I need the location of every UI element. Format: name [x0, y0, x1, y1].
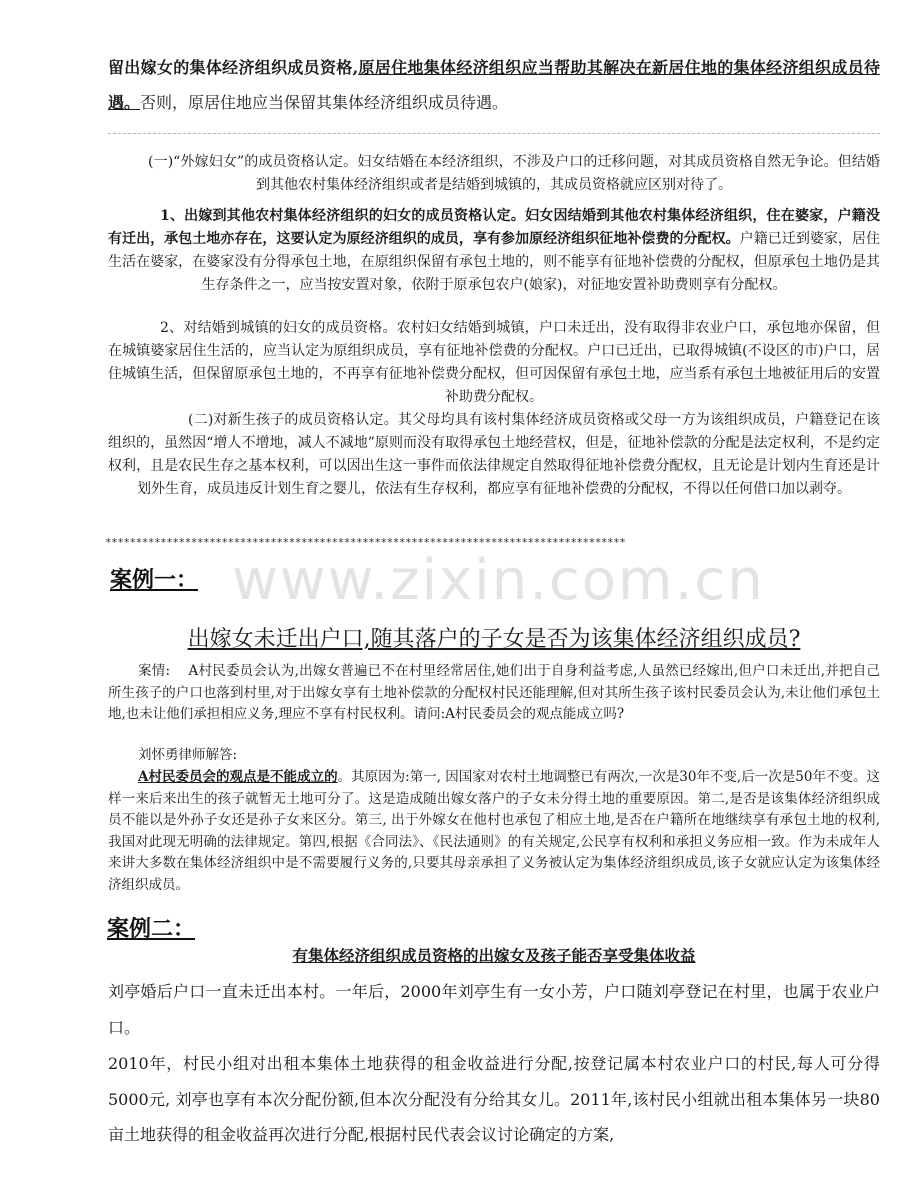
intro-lead: 留出嫁女的集体经济组织成员资格, [108, 58, 359, 77]
case1-label: 案例一： [110, 568, 199, 593]
case2-title: 有集体经济组织成员资格的出嫁女及孩子能否享受集体收益 [292, 947, 696, 965]
case2-paragraph-1: 刘亭婚后户口一直未迁出本村。一年后，2000年刘亭生有一女小芳，户口随刘亭登记在村里，也属于农业户口。 [108, 982, 880, 1037]
watermark-text: www.zixin.com.cn [232, 548, 765, 613]
intro-underlined-text: 原居住地集体经济组织应当帮助其解决在新居住地的集体经济组织成员待遇。 [108, 58, 880, 112]
section1-item1-bold: 1、出嫁到其他农村集体经济组织的妇女的成员资格认定。妇女因结婚到其他农村集体经济组织，住在婆家，户籍没有迁出，承包土地亦存在，这要认定为原经济组织的成员，享有参加原经济组织征地补偿费的分配权。 [108, 208, 880, 247]
section1-item1 [108, 205, 880, 297]
dashed-divider [108, 133, 880, 134]
section1-item1-rest: 户籍已迁到婆家，居住生活在婆家，在婆家没有分得承包土地，在原组织保留有承包土地的，则不能享有征地补偿费的分配权，但原承包土地仍是其生存条件之一，应当按安置对象，依附于原承包农户(娘家)，对征地安置补助费则享有分配权。 [108, 231, 881, 293]
asterisk-divider: ************************************************************************************* [105, 536, 626, 549]
case2-label: 案例二： [107, 917, 196, 942]
intro-paragraph [108, 50, 880, 120]
section2-paragraph: (二)对新生孩子的成员资格认定。其父母均具有该村集体经济成员资格或父母一方为该组织成员，户籍登记在该组织的，虽然因“增人不增地，减人不减地”原则而没有取得承包土地经营权，但是，征地补偿款的分配是法定权利，不是约定权利，且是农民生存之基本权利，可以因出生这一事件而依法律规定自然取得征地补偿费分配权，且无论是计划内生育还是计划外生育，成员违反计划生育之婴儿，依法有生存权利，都应享有征地补偿费的分配权，不得以任何借口加以剥夺。 [108, 412, 880, 497]
section1-heading: (一)“外嫁妇女”的成员资格认定。妇女结婚在本经济组织，不涉及户口的迁移问题，对其成员资格自然无争论。但结婚到其他农村集体经济组织或者是结婚到城镇的，其成员资格就应区别对待了。 [148, 154, 880, 193]
section1-item2: 2、对结婚到城镇的妇女的成员资格。农村妇女结婚到城镇，户口未迁出，没有取得非农业户口，承包地亦保留，但在城镇婆家居住生活的，应当认定为原组织成员，享有征地补偿费的分配权。户口已迁出，已取得城镇(不设区的市)户口，居住城镇生活，但保留原承包土地的，不再享有征地补偿费分配权，但可因保留有承包土地，应当系有承包土地被征用后的安置补助费分配权。 [108, 320, 880, 405]
case2-paragraph-2: 2010年，村民小组对出租本集体土地获得的租金收益进行分配,按登记属本村农业户口的村民,每人可分得5000元, 刘亭也享有本次分配份额,但本次分配没有分给其女儿。2011年,该村民小组就出租本集体另一块80亩土地获得的租金收益再次进行分配,根据村民代表会议讨论确定的方案, [108, 1054, 880, 1144]
case1-title: 出嫁女未迁出户口,随其落户的子女是否为该集体经济组织成员? [187, 627, 801, 652]
case1-lawyer-label: 刘怀勇律师解答: [138, 747, 238, 763]
case1-answer-rest: 。其原因为:第一, 因国家对农村土地调整已有两次,一次是30年不变,后一次是50年不变。这样一来后来出生的孩子就暂无土地可分了。这是造成随出嫁女落户的子女未分得土地的重要原因。第二,是否是该集体经济组织成员不能以是外孙子女还是孙子女来区分。第三, 出于外嫁女在他村也承包了相应土地,是否在户籍所在地继续享有承包土地的权利,我国对此现无明确的法律规定。第四,根据《合同法》、《民法通则》的有关规定,公民享有权利和承担义务应相一致。作为未成年人来讲大多数在集体经济组织中是不需要履行义务的,只要其母亲承担了义务被认定为集体经济组织成员,该子女就应认定为该集体经济组织成员。 [108, 769, 880, 893]
case1-facts: 案情: A村民委员会认为,出嫁女普遍已不在村里经常居住,她们出于自身利益考虑,人虽然已经嫁出,但户口未迁出,并把自己所生孩子的户口也落到村里,对于出嫁女享有土地补偿款的分配权村民还能理解,但对其所生孩子该村民委员会认为,未让他们承包土地,也未让他们承担相应义务,理应不享有村民权利。请问:A村民委员会的观点能成立吗? [108, 663, 880, 722]
case1-answer-lead: A村民委员会的观点是不能成立的 [138, 769, 338, 785]
intro-rest: 否则，原居住地应当保留其集体经济组织成员待遇。 [140, 93, 509, 112]
case1-answer [108, 767, 880, 896]
